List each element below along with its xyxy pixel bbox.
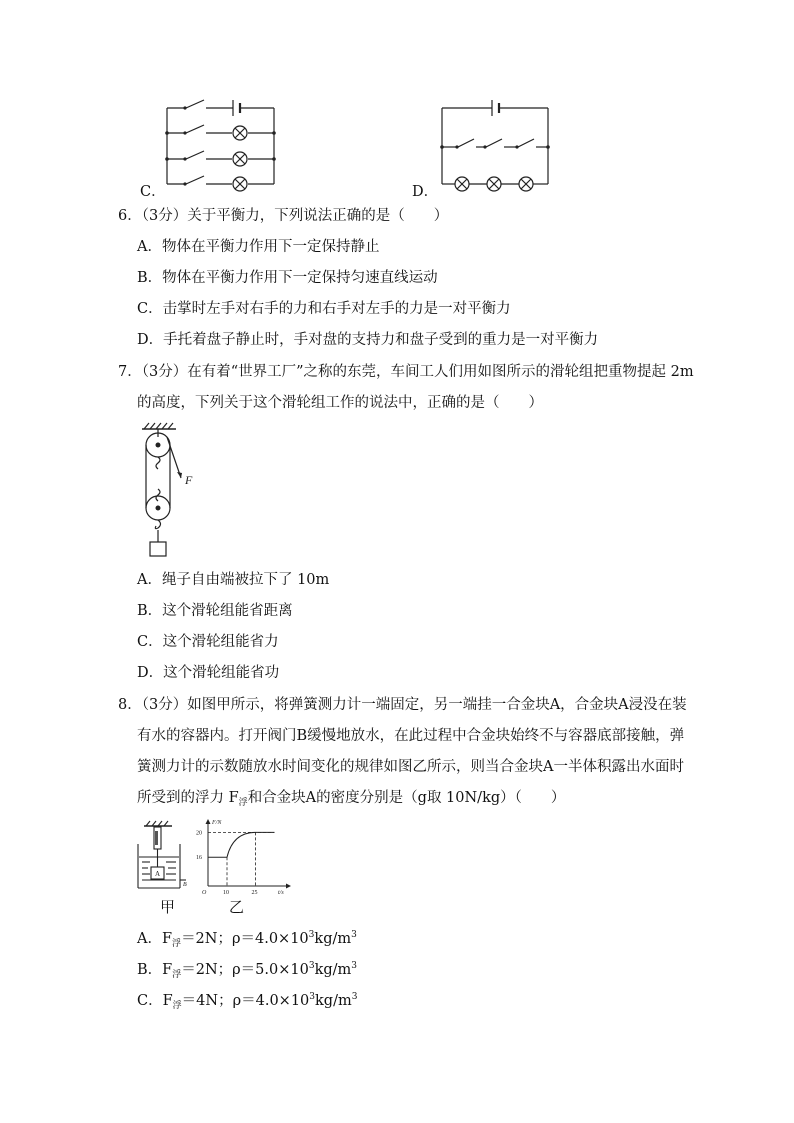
graph-origin: O — [202, 890, 207, 896]
q6-option-d[interactable]: D．手托着盘子静止时，手对盘的支持力和盘子受到的重力是一对平衡力 — [137, 332, 599, 348]
figure-yi-label: 乙 — [229, 898, 245, 916]
figure-jia-label: 甲 — [160, 898, 176, 916]
q7-option-a[interactable]: A．绳子自由端被拉下了 10m — [137, 572, 330, 588]
q8-stem-line3: 簧测力计的示数随放水时间变化的规律如图乙所示，则当合金块A一半体积露出水面时 — [137, 759, 684, 775]
q8-stem-line2: 有水的容器内。打开阀门B缓慢地放水，在此过程中合金块始终不与容器底部接触，弹 — [137, 728, 685, 744]
q7-option-d[interactable]: D．这个滑轮组能省功 — [137, 665, 280, 681]
q7-stem-line1: 7．（3分）在有着“世界工厂”之称的东莞，车间工人们用如图所示的滑轮组把重物提起 2m — [118, 364, 694, 380]
q6-option-b[interactable]: B．物体在平衡力作用下一定保持匀速直线运动 — [137, 270, 438, 286]
q5-option-c-label: C． — [140, 184, 166, 200]
q7-stem-line2: 的高度，下列关于这个滑轮组工作的说法中，正确的是（ ） — [137, 395, 543, 411]
q8-stem-line1: 8．（3分）如图甲所示，将弹簧测力计一端固定，另一端挂一合金块A，合金块A浸没在装 — [118, 697, 687, 713]
pulley-force-label: F — [185, 473, 193, 487]
graph-x-tick-10: 10 — [223, 890, 229, 896]
q8-option-c[interactable]: C．$F_浮=4N$；$\rho=4.0\times 10^3kg/m^3$ — [137, 992, 358, 1011]
graph-series-line — [208, 832, 275, 857]
q8-option-a[interactable]: A．$F_浮=2N$；$\rho=4.0\times 10^3kg/m^3$ — [137, 930, 357, 949]
q6-option-a[interactable]: A．物体在平衡力作用下一定保持静止 — [137, 239, 380, 255]
figure-yi-graph — [196, 816, 296, 896]
q7-option-c[interactable]: C．这个滑轮组能省力 — [137, 634, 279, 650]
q7-option-b[interactable]: B．这个滑轮组能省距离 — [137, 603, 293, 619]
q6-option-c[interactable]: C．击掌时左手对右手的力和右手对左手的力是一对平衡力 — [137, 301, 511, 317]
graph-y-tick-20: 20 — [196, 830, 202, 837]
graph-y-tick-16: 16 — [196, 855, 202, 862]
q8-option-b[interactable]: B．$F_浮=2N$；$\rho=5.0\times 10^3kg/m^3$ — [137, 961, 358, 980]
q5-option-d-label: D． — [412, 184, 439, 200]
graph-x-label: t/s — [278, 890, 284, 896]
graph-x-tick-25: 25 — [251, 890, 258, 896]
jia-block-label: A — [155, 870, 161, 878]
q8-stem-line4: 所受到的浮力 $F_浮$和合金块A的密度分别是（g取 10N/kg）（ ） — [137, 790, 566, 808]
jia-valve-label: B — [183, 882, 187, 888]
q6-stem: 6．（3分）关于平衡力，下列说法正确的是（ ） — [118, 208, 449, 224]
graph-y-label: F/N — [212, 820, 222, 826]
